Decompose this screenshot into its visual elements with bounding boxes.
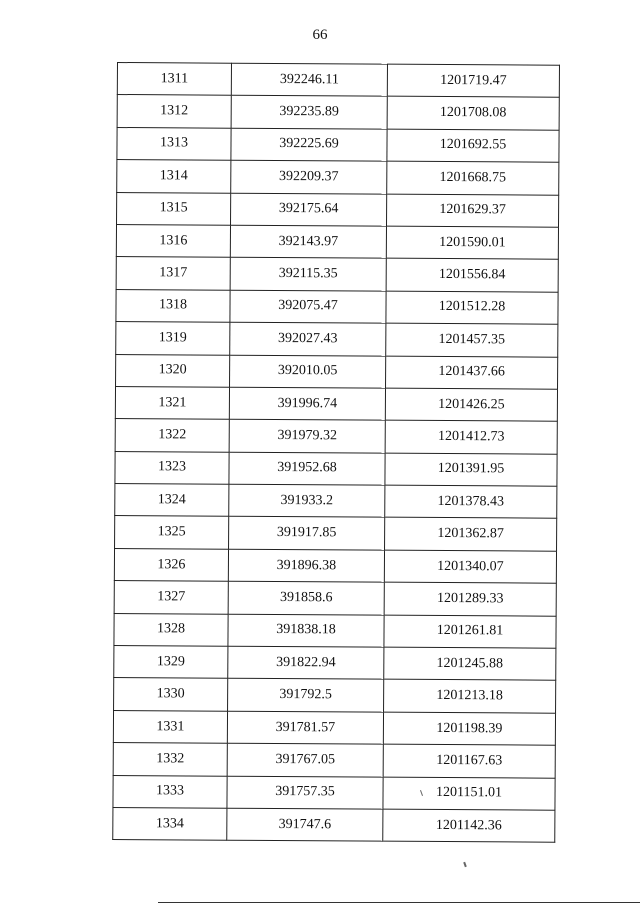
point-number-cell: 1324	[115, 484, 229, 517]
point-number-cell: 1331	[113, 710, 227, 743]
x-coordinate-cell: 391767.05	[227, 743, 383, 776]
y-coordinate-cell: 1201142.36	[383, 809, 555, 842]
x-coordinate-cell: 392175.64	[231, 193, 387, 226]
page-number: 66	[312, 27, 328, 43]
y-coordinate-cell: 1201261.81	[384, 615, 556, 648]
coordinates-table	[112, 62, 560, 843]
x-coordinate-cell: 391747.6	[227, 808, 383, 841]
point-number-cell: 1326	[114, 548, 228, 581]
table-row	[115, 386, 557, 421]
x-coordinate-cell: 392209.37	[231, 160, 387, 193]
point-number-cell: 1330	[114, 678, 228, 711]
point-number-cell: 1325	[115, 516, 229, 549]
point-number-cell: 1317	[116, 257, 230, 290]
x-coordinate-cell: 392075.47	[230, 290, 386, 323]
point-number-cell: 1311	[117, 63, 231, 96]
table-row	[116, 224, 558, 259]
table-row	[113, 775, 555, 810]
point-number-cell: 1322	[115, 419, 229, 452]
y-coordinate-cell: 1201198.39	[383, 712, 555, 745]
point-number-cell: 1314	[117, 160, 231, 193]
point-number-cell: 1321	[115, 386, 229, 419]
point-number-cell: 1319	[116, 322, 230, 355]
table-row	[113, 807, 555, 842]
x-coordinate-cell: 391917.85	[229, 517, 385, 550]
scan-speck	[463, 862, 467, 867]
table-row	[115, 516, 557, 551]
x-coordinate-cell: 391896.38	[228, 549, 384, 582]
table-row	[117, 127, 559, 162]
x-coordinate-cell: 391757.35	[227, 776, 383, 809]
table-row	[115, 451, 557, 486]
x-coordinate-cell: 391933.2	[229, 484, 385, 517]
y-coordinate-cell: 1201412.73	[385, 420, 557, 453]
page-bottom-edge	[158, 902, 640, 903]
table-row	[114, 613, 556, 648]
point-number-cell: 1318	[116, 289, 230, 322]
table-row	[117, 192, 559, 227]
point-number-cell: 1313	[117, 127, 231, 160]
table-row	[117, 95, 559, 130]
y-coordinate-cell: 1201590.01	[386, 226, 558, 259]
table-row	[116, 257, 558, 292]
x-coordinate-cell: 391822.94	[228, 646, 384, 679]
y-coordinate-cell: 1201457.35	[386, 323, 558, 356]
table-body	[113, 63, 560, 843]
table-row	[115, 419, 557, 454]
y-coordinate-cell: 1201668.75	[387, 161, 559, 194]
y-coordinate-cell: 1201426.25	[385, 388, 557, 421]
x-coordinate-cell: 392235.89	[231, 96, 387, 129]
x-coordinate-cell: 392115.35	[230, 258, 386, 291]
y-coordinate-cell: 1201556.84	[386, 258, 558, 291]
y-coordinate-cell: 1201167.63	[383, 744, 555, 777]
y-coordinate-cell: 1201708.08	[387, 97, 559, 130]
table-row	[117, 63, 559, 98]
x-coordinate-cell: 391792.5	[228, 679, 384, 712]
table-row	[117, 160, 559, 195]
point-number-cell: 1320	[116, 354, 230, 387]
table-row	[114, 581, 556, 616]
y-coordinate-cell: 1201378.43	[385, 485, 557, 518]
y-coordinate-cell: 1201391.95	[385, 453, 557, 486]
x-coordinate-cell: 391858.6	[228, 581, 384, 614]
table-row	[114, 646, 556, 681]
table-row	[116, 322, 558, 357]
y-coordinate-cell: 1201362.87	[385, 518, 557, 551]
table-row	[116, 354, 558, 389]
point-number-cell: 1328	[114, 613, 228, 646]
y-coordinate-cell: 1201213.18	[384, 680, 556, 713]
y-coordinate-cell: 1201151.01	[383, 777, 555, 810]
y-coordinate-cell: 1201437.66	[386, 356, 558, 389]
y-coordinate-cell: 1201289.33	[384, 582, 556, 615]
x-coordinate-cell: 392027.43	[230, 322, 386, 355]
x-coordinate-cell: 391952.68	[229, 452, 385, 485]
point-number-cell: 1316	[116, 224, 230, 257]
y-coordinate-cell: 1201629.37	[387, 194, 559, 227]
x-coordinate-cell: 391996.74	[229, 387, 385, 420]
y-coordinate-cell: 1201245.88	[384, 647, 556, 680]
x-coordinate-cell: 391838.18	[228, 614, 384, 647]
point-number-cell: 1323	[115, 451, 229, 484]
point-number-cell: 1315	[117, 192, 231, 225]
table-row	[113, 743, 555, 778]
x-coordinate-cell: 392010.05	[230, 355, 386, 388]
y-coordinate-cell: 1201340.07	[384, 550, 556, 583]
table-row	[114, 678, 556, 713]
point-number-cell: 1329	[114, 646, 228, 679]
point-number-cell: 1334	[113, 807, 227, 840]
x-coordinate-cell: 391979.32	[229, 419, 385, 452]
table-row	[114, 548, 556, 583]
table-row	[113, 710, 555, 745]
point-number-cell: 1332	[113, 743, 227, 776]
x-coordinate-cell: 392246.11	[231, 63, 387, 96]
x-coordinate-cell: 392143.97	[230, 225, 386, 258]
y-coordinate-cell: 1201719.47	[387, 64, 559, 97]
y-coordinate-cell: 1201692.55	[387, 129, 559, 162]
point-number-cell: 1333	[113, 775, 227, 808]
table-row	[115, 484, 557, 519]
point-number-cell: 1312	[117, 95, 231, 128]
table-row	[116, 289, 558, 324]
x-coordinate-cell: 392225.69	[231, 128, 387, 161]
x-coordinate-cell: 391781.57	[227, 711, 383, 744]
point-number-cell: 1327	[114, 581, 228, 614]
y-coordinate-cell: 1201512.28	[386, 291, 558, 324]
